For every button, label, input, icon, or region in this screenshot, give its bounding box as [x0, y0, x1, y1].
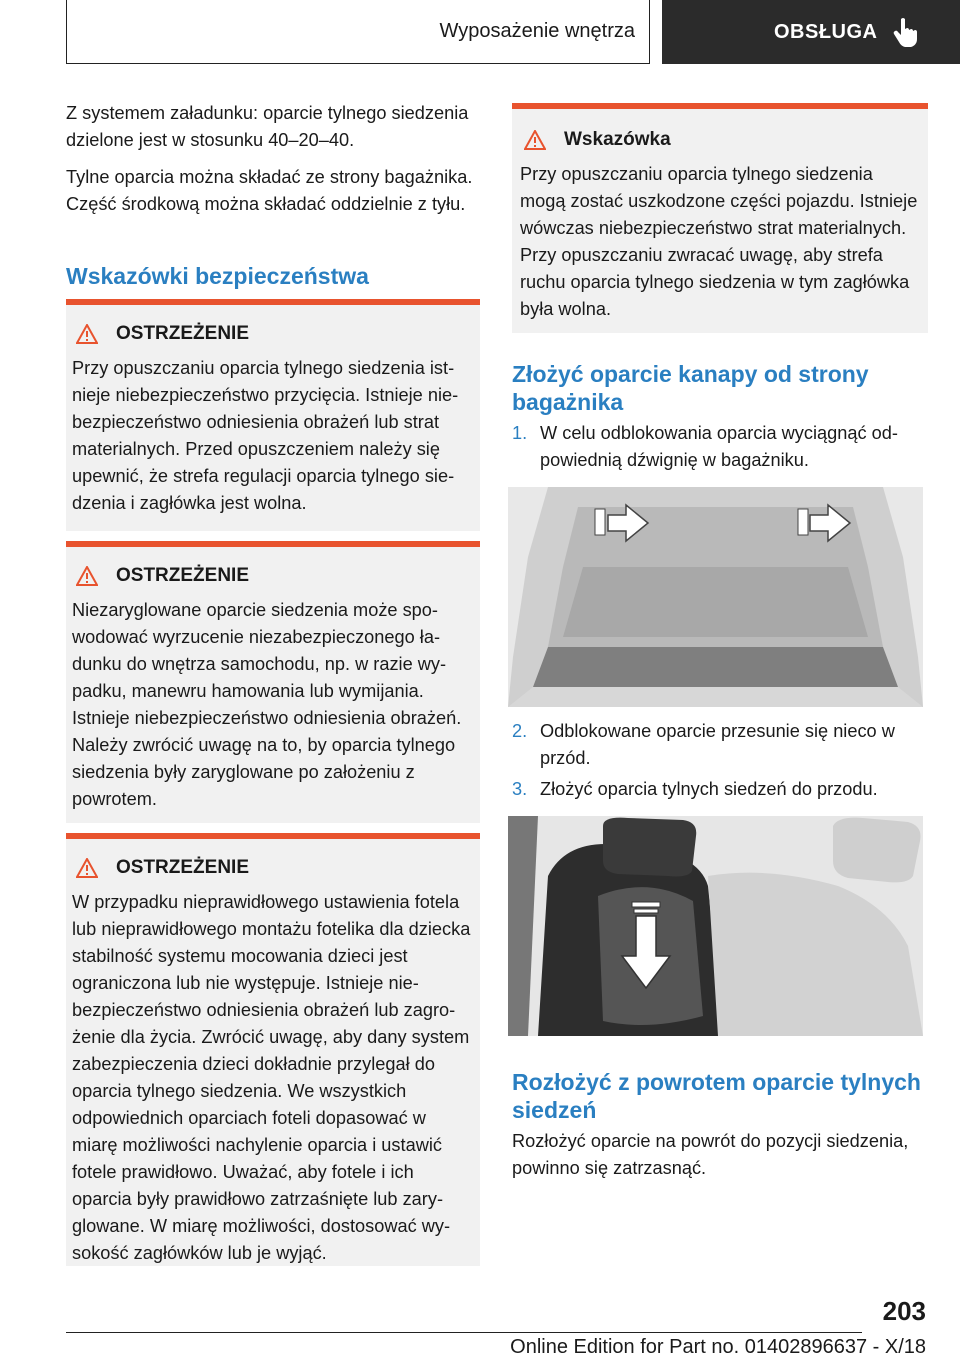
trunk-photo	[508, 487, 923, 707]
page-number: 203	[882, 1296, 926, 1326]
warning-text-2: Niezaryglowane oparcie siedzenia może spowodować wyrzucenie niezabezpieczonego ładunku do wnętrza samochodu, np. w razie wypadku, manewru hamowania lub wymijania. Istnieje niebezpieczeństwo odniesienia obrażeń. Należy zwrócić uwagę na to, by oparcia tylnego siedzenia były zaryglowane po założeniu z powrotem.	[72, 600, 462, 809]
warning-title-3: OSTRZEŻENIE	[72, 857, 474, 879]
intro-paragraph-1: Z systemem załadunku: oparcie tylnego siedzenia dzielone jest w stosunku 40–20–40.	[66, 103, 469, 150]
warning-triangle-icon	[524, 130, 546, 150]
step-text: W celu odblokowania oparcia wyciągnąć odpowiednią dźwignię w bagażniku.	[540, 423, 898, 470]
hand-pointer-icon	[892, 17, 918, 47]
edition-footer: Online Edition for Part no. 01402896637 - X/18	[510, 1336, 926, 1358]
warning-box-2	[66, 541, 480, 823]
warning-triangle-icon	[76, 858, 98, 878]
note-box	[512, 103, 928, 333]
section-title: OBSŁUGA	[774, 20, 878, 43]
footer-divider	[66, 1332, 862, 1333]
warning-title-2: OSTRZEŻENIE	[72, 565, 474, 587]
trunk-illustration	[508, 487, 923, 707]
seat-illustration	[508, 816, 923, 1036]
left-intro	[66, 100, 480, 228]
intro-paragraph-2: Tylne oparcia można składać ze strony bagażnika. Część środkową można składać oddzielnie z tyłu.	[66, 167, 473, 214]
step-text: Złożyć oparcia tylnych siedzeń do przodu.	[540, 779, 878, 799]
chapter-tab	[66, 0, 650, 64]
note-text: Przy opuszczaniu oparcia tylnego siedzenia mogą zostać uszkodzone części pojazdu. Istnieje wówczas niebezpieczeństwo strat materialnych. Przy opuszczaniu zwracać uwagę, aby strefa ruchu oparcia tylnego siedzenia w tym zagłówka była wolna.	[520, 164, 918, 319]
section-tab	[662, 0, 960, 64]
step-number: 1.	[512, 423, 528, 443]
step-text: Odblokowane oparcie przesunie się nieco w przód.	[540, 721, 895, 768]
steps-list-2	[512, 718, 928, 803]
heading-fold-from-trunk: Złożyć oparcie kanapy od strony bagażnika	[512, 361, 869, 415]
note-title: Wskazówka	[520, 129, 920, 151]
warning-triangle-icon	[76, 566, 98, 586]
warning-title-1: OSTRZEŻENIE	[72, 323, 474, 345]
safety-heading: Wskazówki bezpieczeństwa	[66, 263, 369, 289]
step-2	[512, 718, 928, 772]
seat-photo	[508, 816, 923, 1036]
warning-triangle-icon	[76, 324, 98, 344]
heading-unfold: Rozłożyć z powrotem oparcie tylnych siedzeń	[512, 1069, 921, 1123]
step-number: 2.	[512, 721, 528, 741]
step-1	[512, 420, 928, 474]
warning-box-3	[66, 833, 480, 1266]
warning-text-1: Przy opuszczaniu oparcia tylnego siedzenia istnieje niebezpieczeństwo przycięcia. Istnieje niebezpieczeństwo odniesienia obrażeń lub strat materialnych. Przed opuszczeniem należy się upewnić, że strefa regulacji oparcia tylnego siedzenia i zagłówka jest wolna.	[72, 358, 459, 513]
chapter-title: Wyposażenie wnętrza	[439, 20, 635, 42]
step-number: 3.	[512, 779, 528, 799]
warning-text-3: W przypadku nieprawidłowego ustawienia fotela lub nieprawidłowego montażu fotelika dla dziecka stabilność systemu mocowania dzieci jest ograniczona lub nie występuje. Istnieje niebezpieczeństwo odniesienia obrażeń lub zagrożenie dla życia. Zwrócić uwagę, aby dany system zabezpieczenia dzieci dokładnie przylegał do oparcia tylnego siedzenia. We wszystkich odpowiednich oparciach foteli dopasować w miarę możliwości nachylenie oparcia i ustawić fotele prawidłowo. Uważać, aby fotele i ich oparcia były prawidłowo zatrzaśnięte lub zaryglowane. W miarę możliwości, dostosować wysokość zagłówków lub je wyjąć.	[72, 892, 471, 1263]
steps-list-1	[512, 420, 928, 474]
warning-box-1	[66, 299, 480, 531]
step-3	[512, 776, 928, 803]
unfold-text: Rozłożyć oparcie na powrót do pozycji siedzenia, powinno się zatrzasnąć.	[512, 1131, 909, 1178]
